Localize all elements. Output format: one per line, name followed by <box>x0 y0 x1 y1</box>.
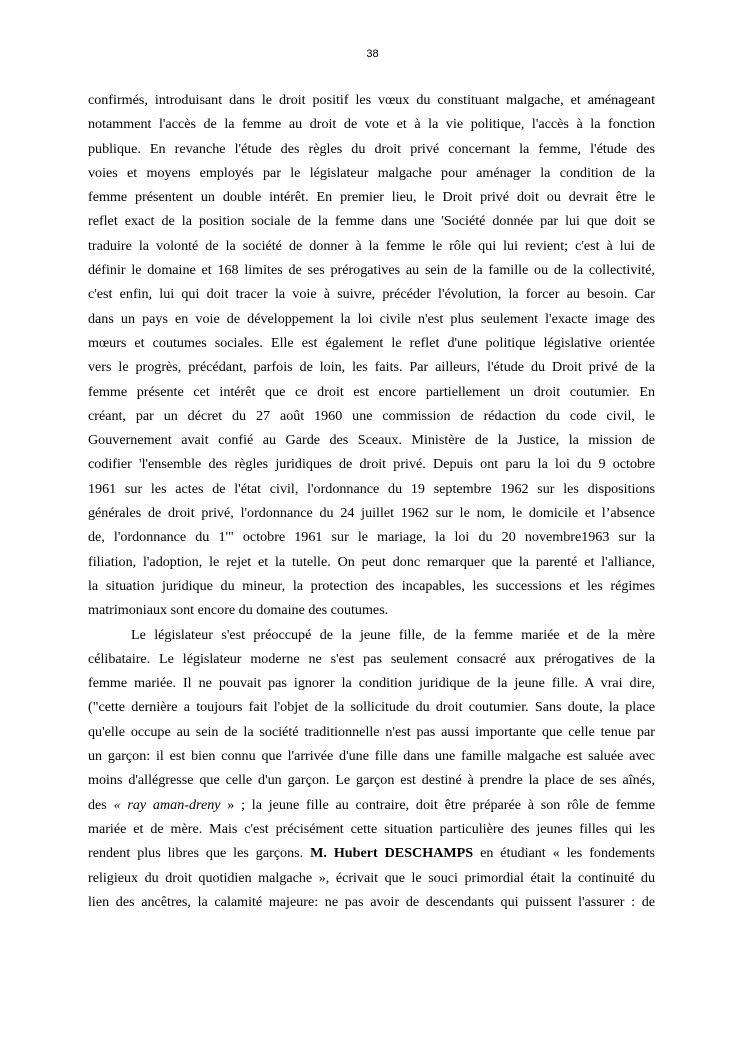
text-line: traduire la volonté de la société de donner à la femme le rôle qui lui revient; c'est à lui de <box>88 237 655 254</box>
text-line: 1961 sur les actes de l'état civil, l'ordonnance du 19 septembre 1962 sur les dispositions <box>88 480 655 497</box>
page-number: 38 <box>366 48 379 60</box>
text-line: un garçon: il est bien connu que l'arrivée d'une fille dans une famille malgache est saluée avec <box>88 748 655 765</box>
text-line: reflet exact de la position sociale de la femme dans une 'Société donnée par lui que doit se <box>88 213 655 230</box>
text-line: créant, par un décret du 27 août 1960 une commission de rédaction du code civil, le <box>88 407 655 424</box>
paragraph-2 <box>88 623 655 915</box>
author-name: M. Hubert DESCHAMPS <box>310 845 474 862</box>
text-line: des « ray aman-dreny » ; la jeune fille au contraire, doit être préparée à son rôle de femme <box>88 796 655 813</box>
text-line: moins d'allégresse que celle d'un garçon. Le garçon est destiné à prendre la place de ses aînés, <box>88 772 655 789</box>
text-line: ("cette dernière a toujours fait l'objet de la sollicitude du droit coutumier. Sans doute, la place <box>88 699 655 716</box>
text-line: mœurs et coutumes sociales. Elle est également le reflet d'une politique législative orientée <box>88 334 655 351</box>
text-line: de, l'ordonnance du 1'" octobre 1961 sur le mariage, la loi du 20 novembre1963 sur la <box>88 529 655 546</box>
text-line: codifier 'l'ensemble des règles juridiques de droit privé. Depuis ont paru la loi du 9 octobre <box>88 456 655 473</box>
text-line: publique. En revanche l'étude des règles du droit privé concernant la femme, l'étude des <box>88 140 655 157</box>
text-line: femme présente cet intérêt que ce droit est encore partiellement un droit coutumier. En <box>88 383 655 400</box>
text-line: notamment l'accès de la femme au droit de vote et à la vie politique, l'accès à la fonction <box>88 116 655 133</box>
text-line: c'est enfin, lui qui doit tracer la voie à suivre, précéder l'évolution, la forcer au besoin. Car <box>88 286 655 303</box>
text-line: filiation, l'adoption, le rejet et la tutelle. On peut donc remarquer que la parenté et l'alliance, <box>88 553 655 570</box>
text-line: mariée et de mère. Mais c'est précisément cette situation particulière des jeunes filles qui les <box>88 820 655 837</box>
text-line: religieux du droit quotidien malgache », écrivait que le souci primordial était la continuité du <box>88 869 655 886</box>
text-line: femme mariée. Il ne pouvait pas ignorer la condition juridique de la jeune fille. A vrai dire, <box>88 675 655 692</box>
text-line: générales de droit privé, l'ordonnance du 24 juillet 1962 sur le nom, le domicile et l’absence <box>88 505 655 522</box>
text-line: matrimoniaux sont encore du domaine des coutumes. <box>88 602 389 619</box>
ray-aman-dreny-term: « ray aman-dreny <box>113 796 221 813</box>
text-line: la situation juridique du mineur, la protection des incapables, les successions et les régimes <box>88 577 655 594</box>
text-line: Gouvernement avait confié au Garde des Sceaux. Ministère de la Justice, la mission de <box>88 432 655 449</box>
text-line: voies et moyens employés par le législateur malgache pour aménager la condition de la <box>88 164 655 181</box>
document-body <box>88 88 655 914</box>
text-line: lien des ancêtres, la calamité majeure: ne pas avoir de descendants qui puissent l'assurer : de <box>88 893 655 910</box>
paragraph-1 <box>88 88 655 623</box>
text-line: rendent plus libres que les garçons. M. Hubert DESCHAMPS en étudiant « les fondements <box>88 845 655 862</box>
text-line: vers le progrès, précédant, parfois de loin, les faits. Par ailleurs, l'étude du Droit privé de la <box>88 359 655 376</box>
text-line: dans un pays en voie de développement la loi civile n'est plus seulement l'exacte image des <box>88 310 655 327</box>
text-line: confirmés, introduisant dans le droit positif les vœux du constituant malgache, et aménageant <box>88 92 655 108</box>
text-line: qu'elle occupe au sein de la société traditionnelle n'est pas aussi importante que celle tenue par <box>88 723 655 740</box>
text-line: femme présentent un double intérêt. En premier lieu, le Droit privé doit ou devrait être le <box>88 189 655 206</box>
text-line: Le législateur s'est préoccupé de la jeune fille, de la femme mariée et de la mère <box>131 626 655 643</box>
text-line: célibataire. Le législateur moderne ne s'est pas seulement consacré aux prérogatives de la <box>88 650 655 667</box>
text-line: définir le domaine et 168 limites de ses prérogatives au sein de la famille ou de la collectivité, <box>88 262 655 279</box>
